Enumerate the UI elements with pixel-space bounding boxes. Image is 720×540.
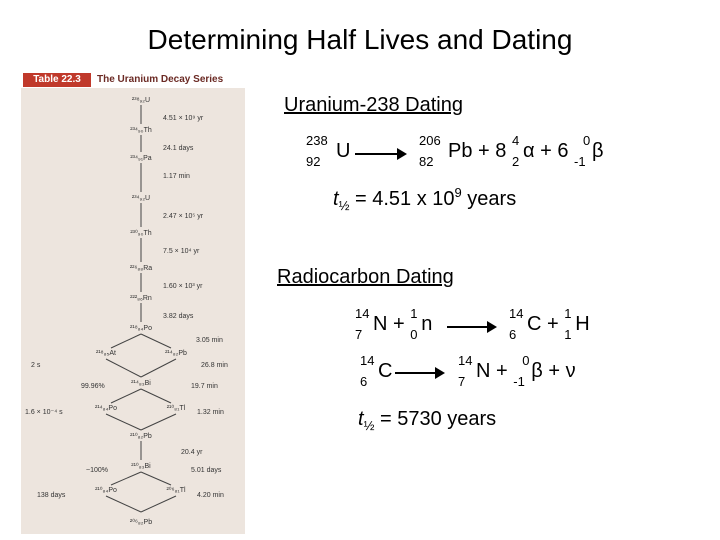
nuclide-label: ²³⁴₉₀Th — [130, 127, 152, 134]
half-life-label: 7.5 × 10⁴ yr — [163, 248, 200, 255]
half-life-label: 1.32 min — [197, 409, 224, 416]
nuclide-label: ²¹⁸₈₄Po — [130, 325, 152, 332]
nuclide-label: ²¹⁴₈₄Po — [95, 405, 117, 412]
half-life-label: 5.01 days — [191, 467, 222, 474]
decay-arrow — [141, 389, 171, 403]
half-life-label: 2.47 × 10⁵ yr — [163, 213, 204, 220]
branch-label: ~100% — [86, 467, 108, 474]
uranium-decay-series-table — [21, 72, 245, 534]
radiocarbon-reaction-2-products: 14 7 N + 0 -1 β + ν — [458, 353, 576, 389]
decay-arrow — [141, 414, 176, 430]
nuclide-label: ²²²₈₆Rn — [130, 295, 152, 302]
radiocarbon-reaction-1-products: 14 6 C + 1 1 H — [509, 306, 590, 342]
decay-arrow — [106, 359, 141, 377]
nuclide-label: ²²⁶₈₈Ra — [129, 265, 153, 272]
nuclide-label: ²¹⁸₈₅At — [96, 350, 116, 357]
half-life-label: 3.82 days — [163, 313, 194, 320]
half-life-label: 26.8 min — [201, 362, 228, 369]
radiocarbon-heading: Radiocarbon Dating — [277, 266, 454, 288]
radiocarbon-reaction-2-arrow — [395, 372, 443, 374]
nuclide-label: ²¹⁰₈₂Pb — [130, 433, 152, 440]
nuclide-label: ²³⁸₉₂U — [131, 97, 151, 104]
decay-arrow — [141, 334, 171, 348]
half-life-label: 19.7 min — [191, 383, 218, 390]
nuclide-label: ²⁰⁶₈₂Pb — [129, 519, 153, 526]
uranium-products: 206 82 Pb + 8 4 2 α + 6 0 -1 β — [419, 133, 604, 169]
uranium-half-life: $t_{\frac{1}{2}} = 4.51$ x $10^9$ years — [333, 185, 517, 213]
decay-arrow — [111, 472, 141, 485]
branch-label: 99.96% — [81, 383, 105, 390]
uranium-heading: Uranium-238 Dating — [284, 94, 463, 116]
decay-arrow — [106, 414, 141, 430]
nuclide-label: ²³⁴₉₁Pa — [130, 155, 152, 162]
decay-arrow — [106, 496, 141, 512]
decay-arrow — [111, 389, 141, 403]
nuclide-label: ²¹⁴₈₃Bi — [131, 380, 151, 387]
branch-label: 138 days — [37, 492, 66, 499]
radiocarbon-reaction-2-reactant: 14 6 C — [360, 353, 393, 389]
uranium-reactant: 238 92 U — [306, 133, 351, 169]
nuclide-label: ²¹⁴₈₂Pb — [165, 350, 187, 357]
table-number: Table 22.3 — [23, 73, 91, 87]
decay-arrow — [141, 359, 176, 377]
radiocarbon-reaction-1-reactants: 14 7 N + 1 0 n — [355, 306, 433, 342]
decay-chain-diagram — [21, 72, 245, 534]
half-life-label: 20.4 yr — [181, 449, 203, 456]
nuclide-label: ²¹⁰₈₄Po — [95, 487, 117, 494]
branch-label: 1.6 × 10⁻⁴ s — [25, 409, 63, 416]
decay-arrow — [141, 496, 176, 512]
half-life-label: 1.60 × 10³ yr — [163, 283, 203, 290]
decay-arrow — [111, 334, 141, 348]
decay-arrow — [141, 472, 171, 485]
nuclide-label: ²³⁰₉₀Th — [130, 230, 152, 237]
uranium-reaction-arrow — [355, 153, 405, 155]
half-life-label: 4.51 × 10⁹ yr — [163, 115, 204, 122]
radiocarbon-reaction-1-arrow — [447, 326, 495, 328]
half-life-label: 3.05 min — [196, 337, 223, 344]
nuclide-label: ²¹⁰₈₁Tl — [166, 405, 186, 412]
half-life-label: 4.20 min — [197, 492, 224, 499]
nuclide-label: ²³⁴₉₂U — [131, 195, 151, 202]
nuclide-label: ²⁰⁶₈₁Tl — [166, 487, 186, 494]
branch-label: 2 s — [31, 362, 41, 369]
nuclide-label: ²¹⁰₈₃Bi — [131, 463, 151, 470]
slide-title: Determining Half Lives and Dating — [147, 24, 573, 55]
table-title: The Uranium Decay Series — [97, 74, 224, 85]
half-life-label: 24.1 days — [163, 145, 194, 152]
half-life-label: 1.17 min — [163, 173, 190, 180]
radiocarbon-half-life: $t_{\frac{1}{2}} = 5730$ years — [358, 408, 497, 433]
